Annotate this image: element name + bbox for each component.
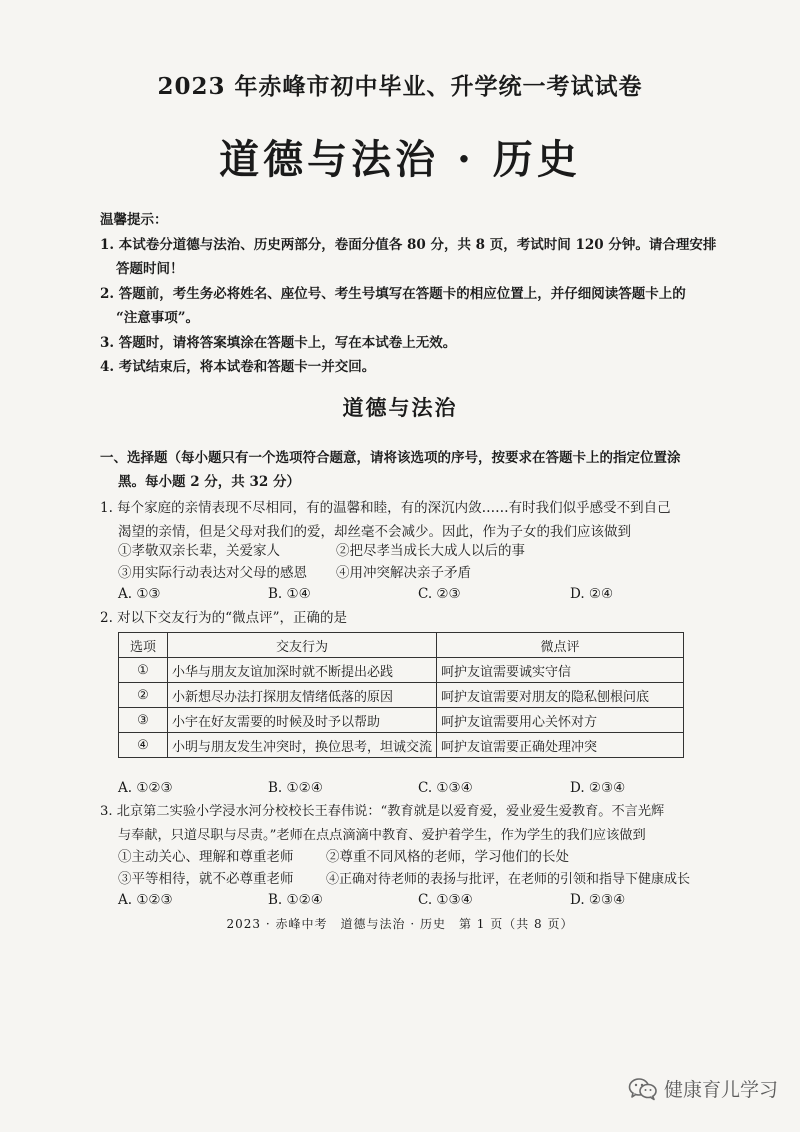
- q2-answer-c: C. ①③④: [418, 780, 473, 796]
- wechat-icon: [628, 1077, 658, 1101]
- q3-option: ②尊重不同风格的老师，学习他们的长处: [326, 849, 569, 865]
- tip-item: 1. 本试卷分道德与法治、历史两部分，卷面分值各 80 分，共 8 页，考试时间 120 分钟。请合理安排: [100, 236, 717, 253]
- table-cell: 小新想尽办法打探朋友情绪低落的原因: [168, 683, 437, 708]
- q1-option: ④用冲突解决亲子矛盾: [336, 565, 471, 581]
- table-row: [119, 683, 684, 708]
- q3-answer-d: D. ②③④: [570, 892, 626, 908]
- q1-option: ①孝敬双亲长辈，关爱家人: [118, 543, 280, 559]
- table-cell: ③: [119, 708, 168, 733]
- q3-stem-line1: 3. 北京第二实验小学浸水河分校校长王春伟说：“教育就是以爱育爱，爱业爱生爱教育。不言光辉: [100, 804, 665, 819]
- q1-answer-a: A. ①③: [118, 586, 161, 602]
- q1-answer-d: D. ②④: [570, 586, 614, 602]
- watermark-text: 健康育儿学习: [663, 1079, 778, 1101]
- table-cell: 小明与朋友发生冲突时，换位思考，坦诚交流: [168, 733, 437, 758]
- page-footer: 2023 · 赤峰中考 道德与法治 · 历史 第 1 页（共 8 页）: [226, 917, 574, 931]
- q1-options-row1: [118, 540, 525, 562]
- part-instructions-line2: 黑。每小题 2 分，共 32 分）: [118, 474, 300, 490]
- q3-option: ④正确对待老师的表扬与批评，在老师的引领和指导下健康成长: [326, 872, 691, 887]
- watermark: [628, 1075, 778, 1102]
- table-cell: 呵护友谊需要诚实守信: [437, 658, 684, 683]
- table-cell: ①: [119, 658, 168, 683]
- q3-option: ③平等相待，就不必尊重老师: [118, 871, 294, 887]
- q3-answer-a: A. ①②③: [118, 892, 173, 908]
- q2-answer-d: D. ②③④: [570, 780, 626, 796]
- q1-option: ②把尽孝当成长大成人以后的事: [336, 543, 525, 559]
- table-cell: 呵护友谊需要用心关怀对方: [437, 708, 684, 733]
- section-title: 道德与法治: [342, 395, 458, 420]
- tip-item: 3. 答题时，请将答案填涂在答题卡上，写在本试卷上无效。: [100, 334, 457, 351]
- q1-options-row2: [118, 562, 471, 584]
- exam-title: 2023 年赤峰市初中毕业、升学统一考试试卷: [157, 73, 643, 100]
- table-cell: ④: [119, 733, 168, 758]
- q2-stem: 2. 对以下交友行为的“微点评”，正确的是: [100, 610, 347, 626]
- tip-item: 答题时间！: [116, 261, 184, 277]
- table-cell: 呵护友谊需要对朋友的隐私刨根问底: [437, 683, 684, 708]
- tip-item: “注意事项”。: [116, 310, 200, 326]
- q1-option: ③用实际行动表达对父母的感恩: [118, 565, 307, 581]
- tip-item: 4. 考试结束后，将本试卷和答题卡一并交回。: [100, 359, 376, 375]
- table-row: [119, 708, 684, 733]
- q2-answer-a: A. ①②③: [118, 780, 173, 796]
- table-cell: 小宇在好友需要的时候及时予以帮助: [168, 708, 437, 733]
- q1-stem-line2: 渴望的亲情，但是父母对我们的爱，却丝毫不会减少。因此，作为子女的我们应该做到: [118, 524, 631, 540]
- table-cell: 呵护友谊需要正确处理冲突: [437, 733, 684, 758]
- tips-heading: 温馨提示：: [100, 212, 168, 228]
- tip-item: 2. 答题前，考生务必将姓名、座位号、考生号填写在答题卡的相应位置上，并仔细阅读答题卡上的: [100, 285, 686, 302]
- q3-answer-b: B. ①②④: [268, 892, 323, 908]
- q1-answer-b: B. ①④: [268, 586, 311, 602]
- q2-answer-b: B. ①②④: [268, 780, 323, 796]
- table-row: [119, 658, 684, 683]
- q1-answer-c: C. ②③: [418, 586, 461, 602]
- table-row: [119, 733, 684, 758]
- part-instructions-line1: 一、选择题（每小题只有一个选项符合题意，请将该选项的序号，按要求在答题卡上的指定位置涂: [100, 450, 681, 466]
- q2-table: [118, 632, 684, 758]
- table-header-row: [119, 633, 684, 658]
- q3-options-row2: [118, 868, 690, 891]
- table-header: 交友行为: [168, 633, 437, 658]
- table-cell: 小华与朋友友谊加深时就不断提出必践: [168, 658, 437, 683]
- tips-block: [100, 208, 717, 380]
- q1-stem-line1: 1. 每个家庭的亲情表现不尽相同，有的温馨和睦，有的深沉内敛……有时我们似乎感受不到自己: [100, 500, 671, 516]
- q3-answer-c: C. ①③④: [418, 892, 473, 908]
- table-header: 选项: [119, 633, 168, 658]
- table-header: 微点评: [437, 633, 684, 658]
- q3-stem-line2: 与奉献，只道尽职与尽责。”老师在点点滴滴中教育、爱护着学生，作为学生的我们应该做到: [118, 828, 646, 843]
- subject-title: 道德与法治 · 历史: [219, 136, 581, 183]
- table-cell: ②: [119, 683, 168, 708]
- q3-options-row1: [118, 846, 569, 868]
- q3-option: ①主动关心、理解和尊重老师: [118, 849, 294, 865]
